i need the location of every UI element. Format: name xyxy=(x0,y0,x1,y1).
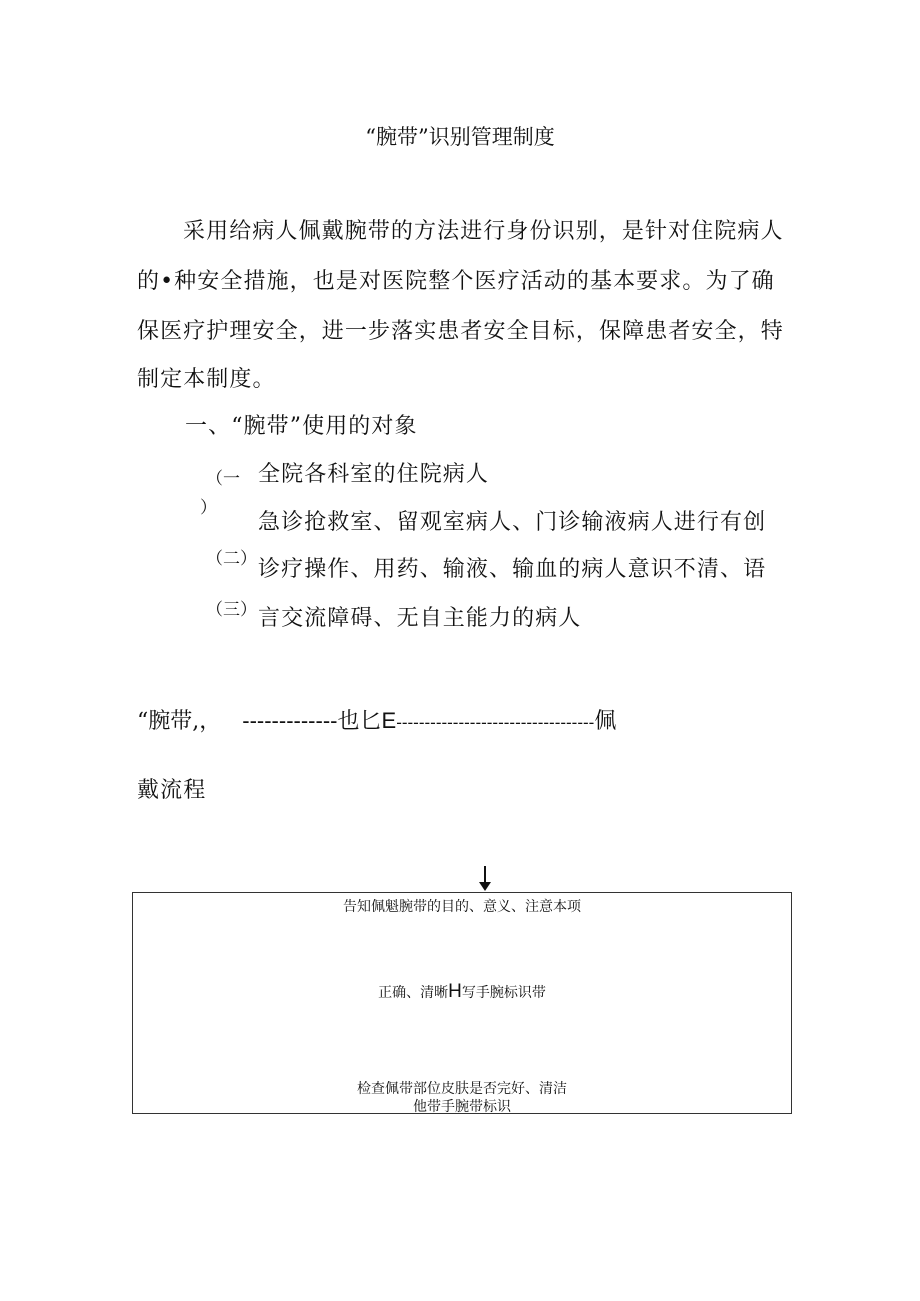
flow-step-2-mark: H xyxy=(448,981,462,1002)
down-arrow-head-icon xyxy=(479,882,491,891)
flow-heading-line-1 xyxy=(137,704,616,735)
flow-heading-part-b: 也匕E xyxy=(337,708,397,733)
item-line-4: 言交流障碍、无自主能力的病人 xyxy=(258,606,582,631)
flow-step-2 xyxy=(133,981,791,1003)
item-marker-1-close: ） xyxy=(200,498,217,518)
item-line-1: 全院各科室的住院病人 xyxy=(258,462,490,487)
flow-heading-dashes-2: ----------------------------------- xyxy=(396,713,595,732)
item-marker-2: （二） xyxy=(206,549,257,569)
flow-step-3a: 检查佩带部位皮肤是否完好、清洁 xyxy=(357,1081,567,1097)
flow-step-3b: 他带手腕带标识 xyxy=(413,1099,511,1115)
document-title: “腕带”识别管理制度 xyxy=(365,125,555,149)
flow-box xyxy=(132,892,792,1114)
item-line-2: 急诊抢救室、留观室病人、门诊输液病人进行有创 xyxy=(258,510,767,535)
section-one-heading: 一、“腕带”使用的对象 xyxy=(185,414,418,439)
flow-heading-line-2: 戴流程 xyxy=(137,778,207,803)
intro-line-1: 采用给病人佩戴腕带的方法进行身份识别，是针对住院病人 xyxy=(183,219,784,244)
flow-step-2-pre: 正确、清晰 xyxy=(378,985,449,1001)
flow-step-2-post: 写手腕标识带 xyxy=(461,985,546,1001)
item-line-3: 诊疗操作、用药、输液、输血的病人意识不清、语 xyxy=(258,557,767,582)
intro-line-3: 保医疗护理安全，进一步落实患者安全目标，保障患者安全，特 xyxy=(137,319,784,344)
flow-heading-part-c: 佩 xyxy=(594,709,617,734)
flow-heading-dashes-1: ------------- xyxy=(242,708,338,733)
item-marker-1: （一 xyxy=(206,469,240,489)
intro-line-2: 的•种安全措施，也是对医院整个医疗活动的基本要求。为了确 xyxy=(137,269,775,294)
item-marker-3: （三） xyxy=(206,600,257,620)
intro-line-4: 制定本制度。 xyxy=(137,367,276,392)
flow-heading-part-a: “腕带,， xyxy=(137,709,222,734)
flow-step-1: 告知佩魁腕带的目的、意义、注意本项 xyxy=(343,899,581,915)
